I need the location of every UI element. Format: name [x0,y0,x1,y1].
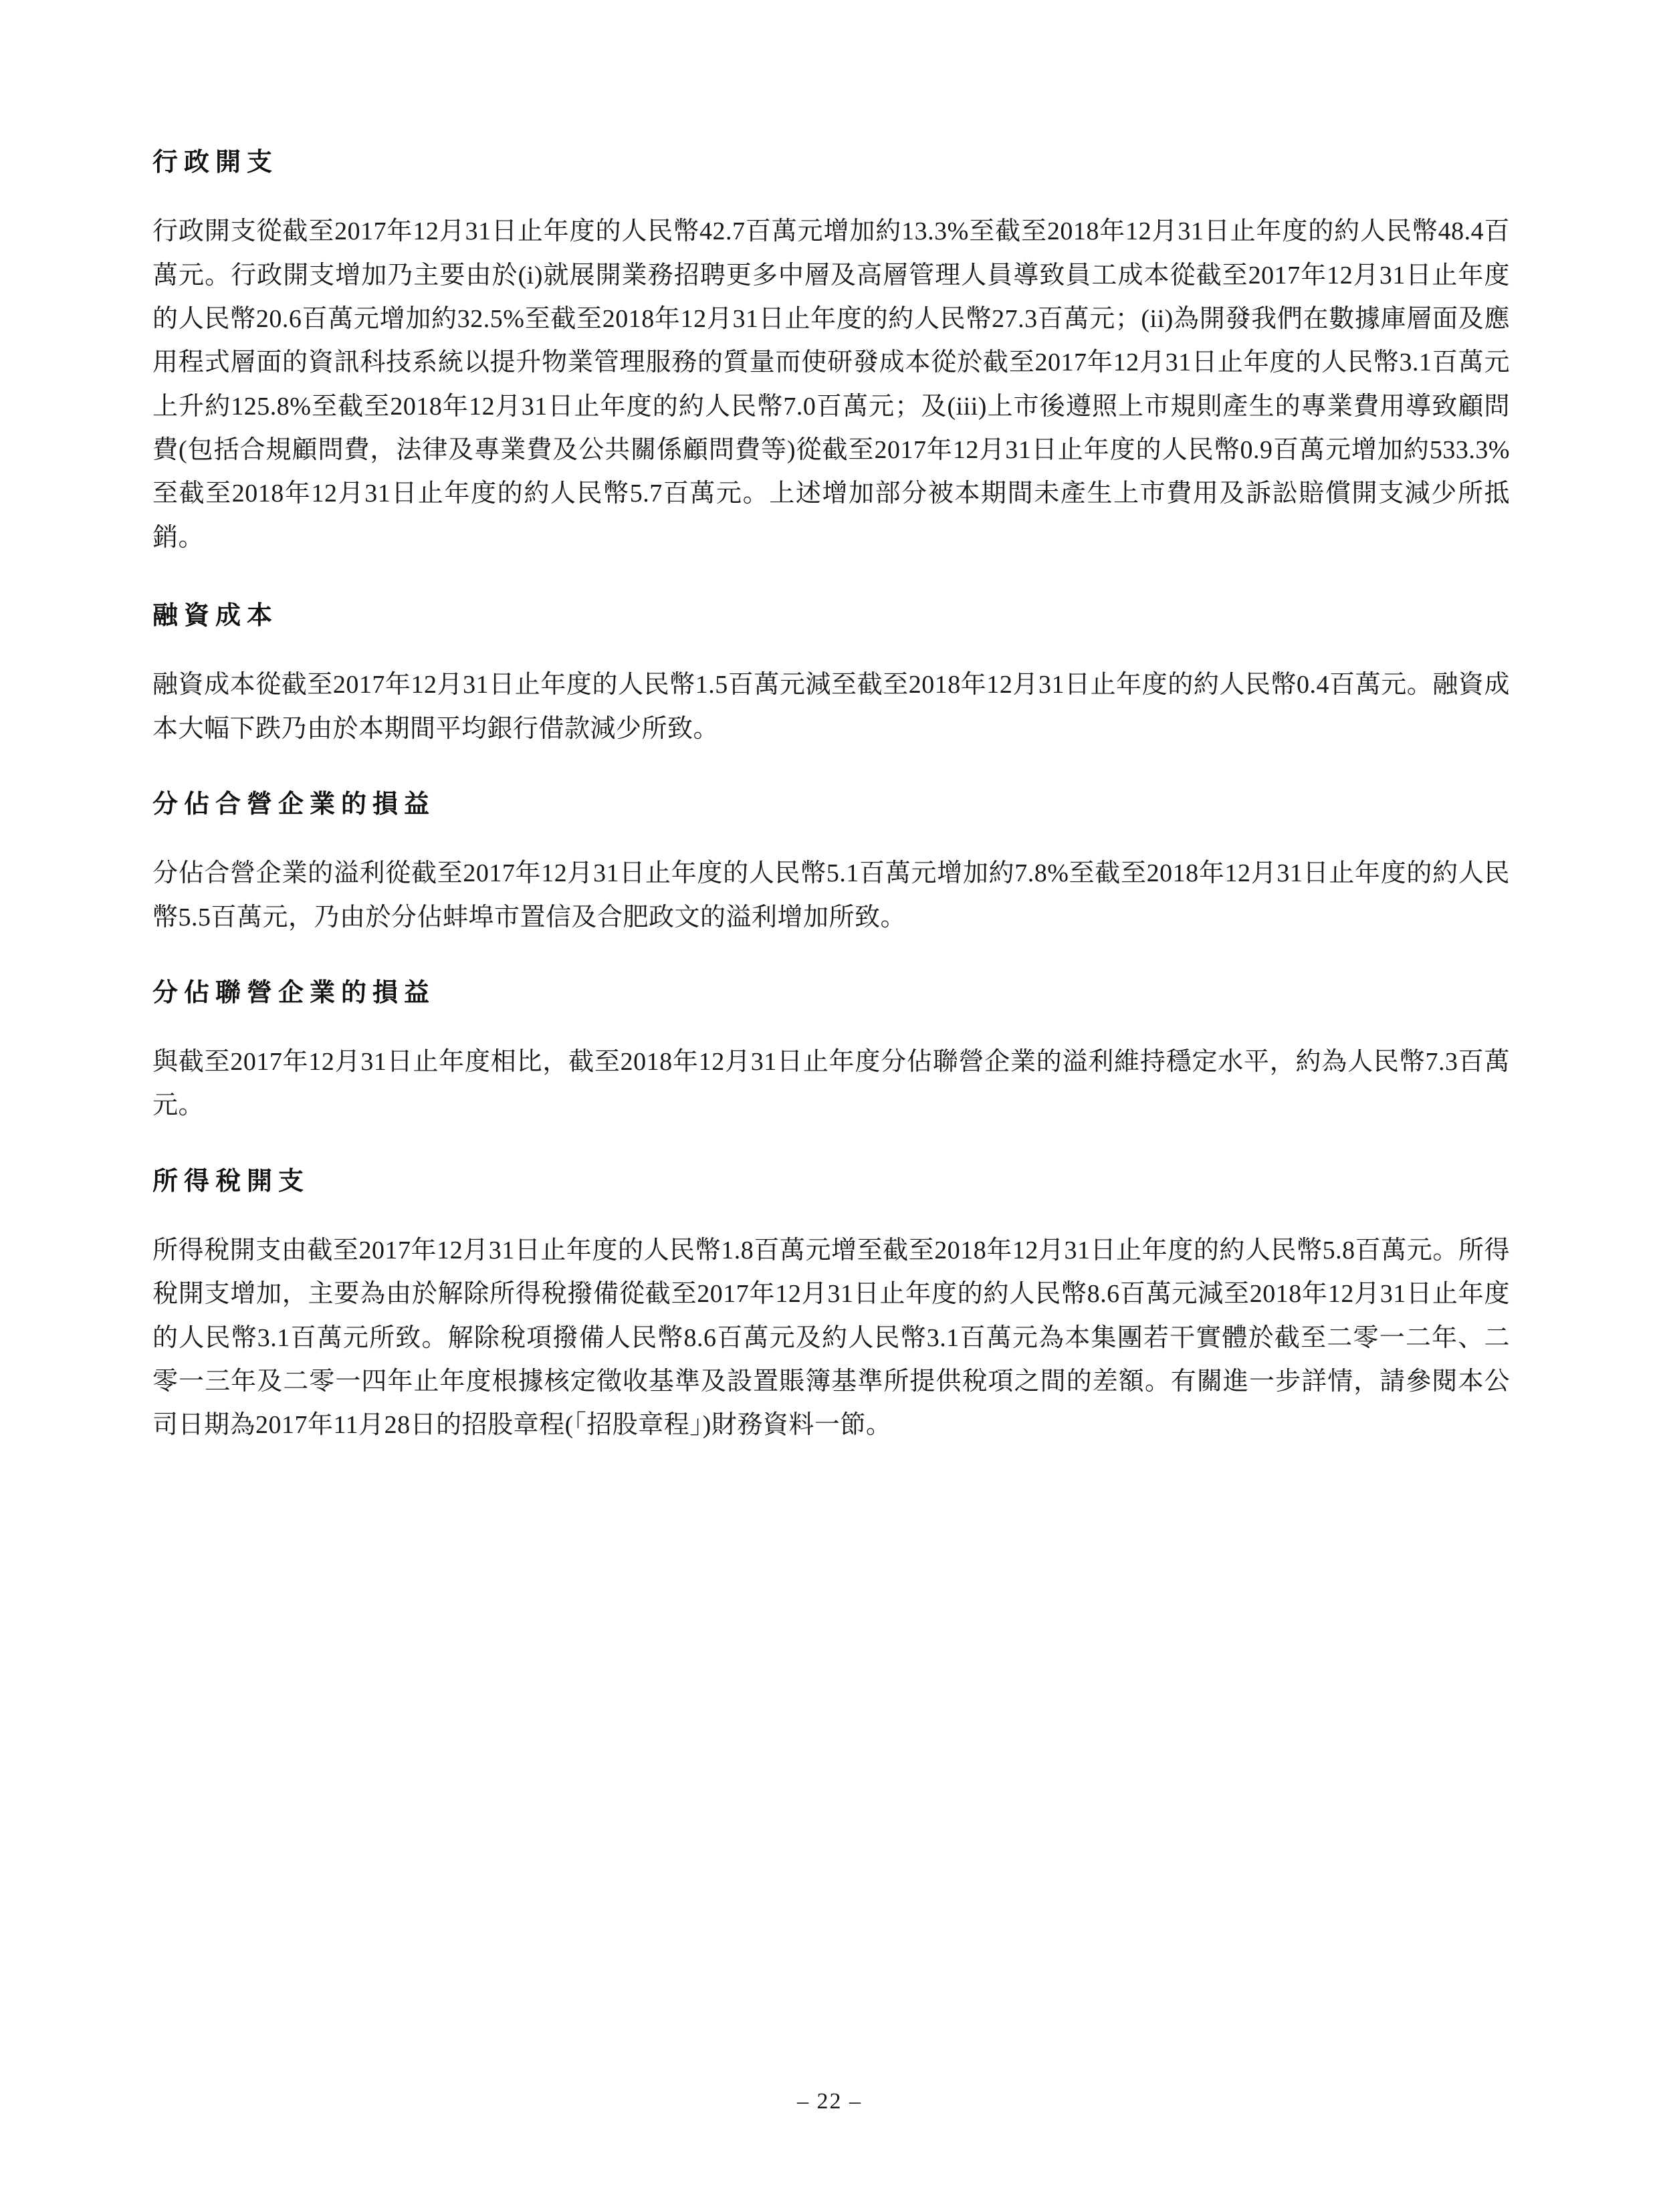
spacer [152,560,1510,597]
page-content [152,144,1510,1448]
spacer [152,1198,1510,1229]
section-paragraph-associates: 與截至2017年12月31日止年度相比，截至2018年12月31日止年度分佔聯營企業的溢利維持穩定水平，約為人民幣7.3百萬元。 [152,1048,1510,1120]
spacer [152,1010,1510,1040]
spacer [152,1128,1510,1163]
section-heading-finance-costs: 融資成本 [152,600,279,631]
spacer [152,821,1510,852]
page-number: – 22 – [797,2089,862,2114]
section-paragraph-income-tax: 所得稅開支由截至2017年12月31日止年度的人民幣1.8百萬元增至截至2018年12月31日止年度的約人民幣5.8百萬元。所得稅開支增加，主要為由於解除所得稅撥備從截至2017年12月31日止年度的約人民幣8.6百萬元減至2018年12月31日止年度的人民幣3.1百萬元所致。解除稅項撥備人民幣8.6百萬元及約人民幣3.1百萬元為本集團若干實體於截至二零一二年、二零一三年及二零一四年止年度根據核定徵收基準及設置賬簿基準所提供稅項之間的差額。有關進一步詳情，請參閱本公司日期為2017年11月28日的招股章程(「招股章程」)財務資料一節。 [152,1236,1510,1440]
section-heading-admin-expenses: 行政開支 [152,146,279,177]
section-paragraph-admin-expenses: 行政開支從截至2017年12月31日止年度的人民幣42.7百萬元增加約13.3%至截至2018年12月31日止年度的約人民幣48.4百萬元。行政開支增加乃主要由於(i)就展開業務招聘更多中層及高層管理人員導致員工成本從截至2017年12月31日止年度的人民幣20.6百萬元增加約32.5%至截至2018年12月31日止年度的約人民幣27.3百萬元；(ii)為開發我們在數據庫層面及應用程式層面的資訊科技系統以提升物業管理服務的質量而使研發成本從於截至2017年12月31日止年度的人民幣3.1百萬元上升約125.8%至截至2018年12月31日止年度的約人民幣7.0百萬元；及(iii)上市後遵照上市規則產生的專業費用導致顧問費(包括合規顧問費，法律及專業費及公共關係顧問費等)從截至2017年12月31日止年度的人民幣0.9百萬元增加約533.3%至截至2018年12月31日止年度的約人民幣5.7百萬元。上述增加部分被本期間未產生上市費用及訴訟賠償開支減少所抵銷。 [152,217,1510,552]
spacer [152,633,1510,663]
spacer [152,939,1510,974]
section-paragraph-finance-costs: 融資成本從截至2017年12月31日止年度的人民幣1.5百萬元減至截至2018年12月31日止年度的約人民幣0.4百萬元。融資成本大幅下跌乃由於本期間平均銀行借款減少所致。 [152,671,1510,743]
spacer [152,179,1510,210]
section-heading-income-tax: 所得稅開支 [152,1165,310,1196]
spacer [152,751,1510,786]
section-paragraph-joint-ventures: 分佔合營企業的溢利從截至2017年12月31日止年度的人民幣5.1百萬元增加約7.8%至截至2018年12月31日止年度的約人民幣5.5百萬元，乃由於分佔蚌埠市置信及合肥政文的溢利增加所致。 [152,859,1510,931]
section-heading-joint-ventures: 分佔合營企業的損益 [152,788,436,818]
section-heading-associates: 分佔聯營企業的損益 [152,976,436,1007]
